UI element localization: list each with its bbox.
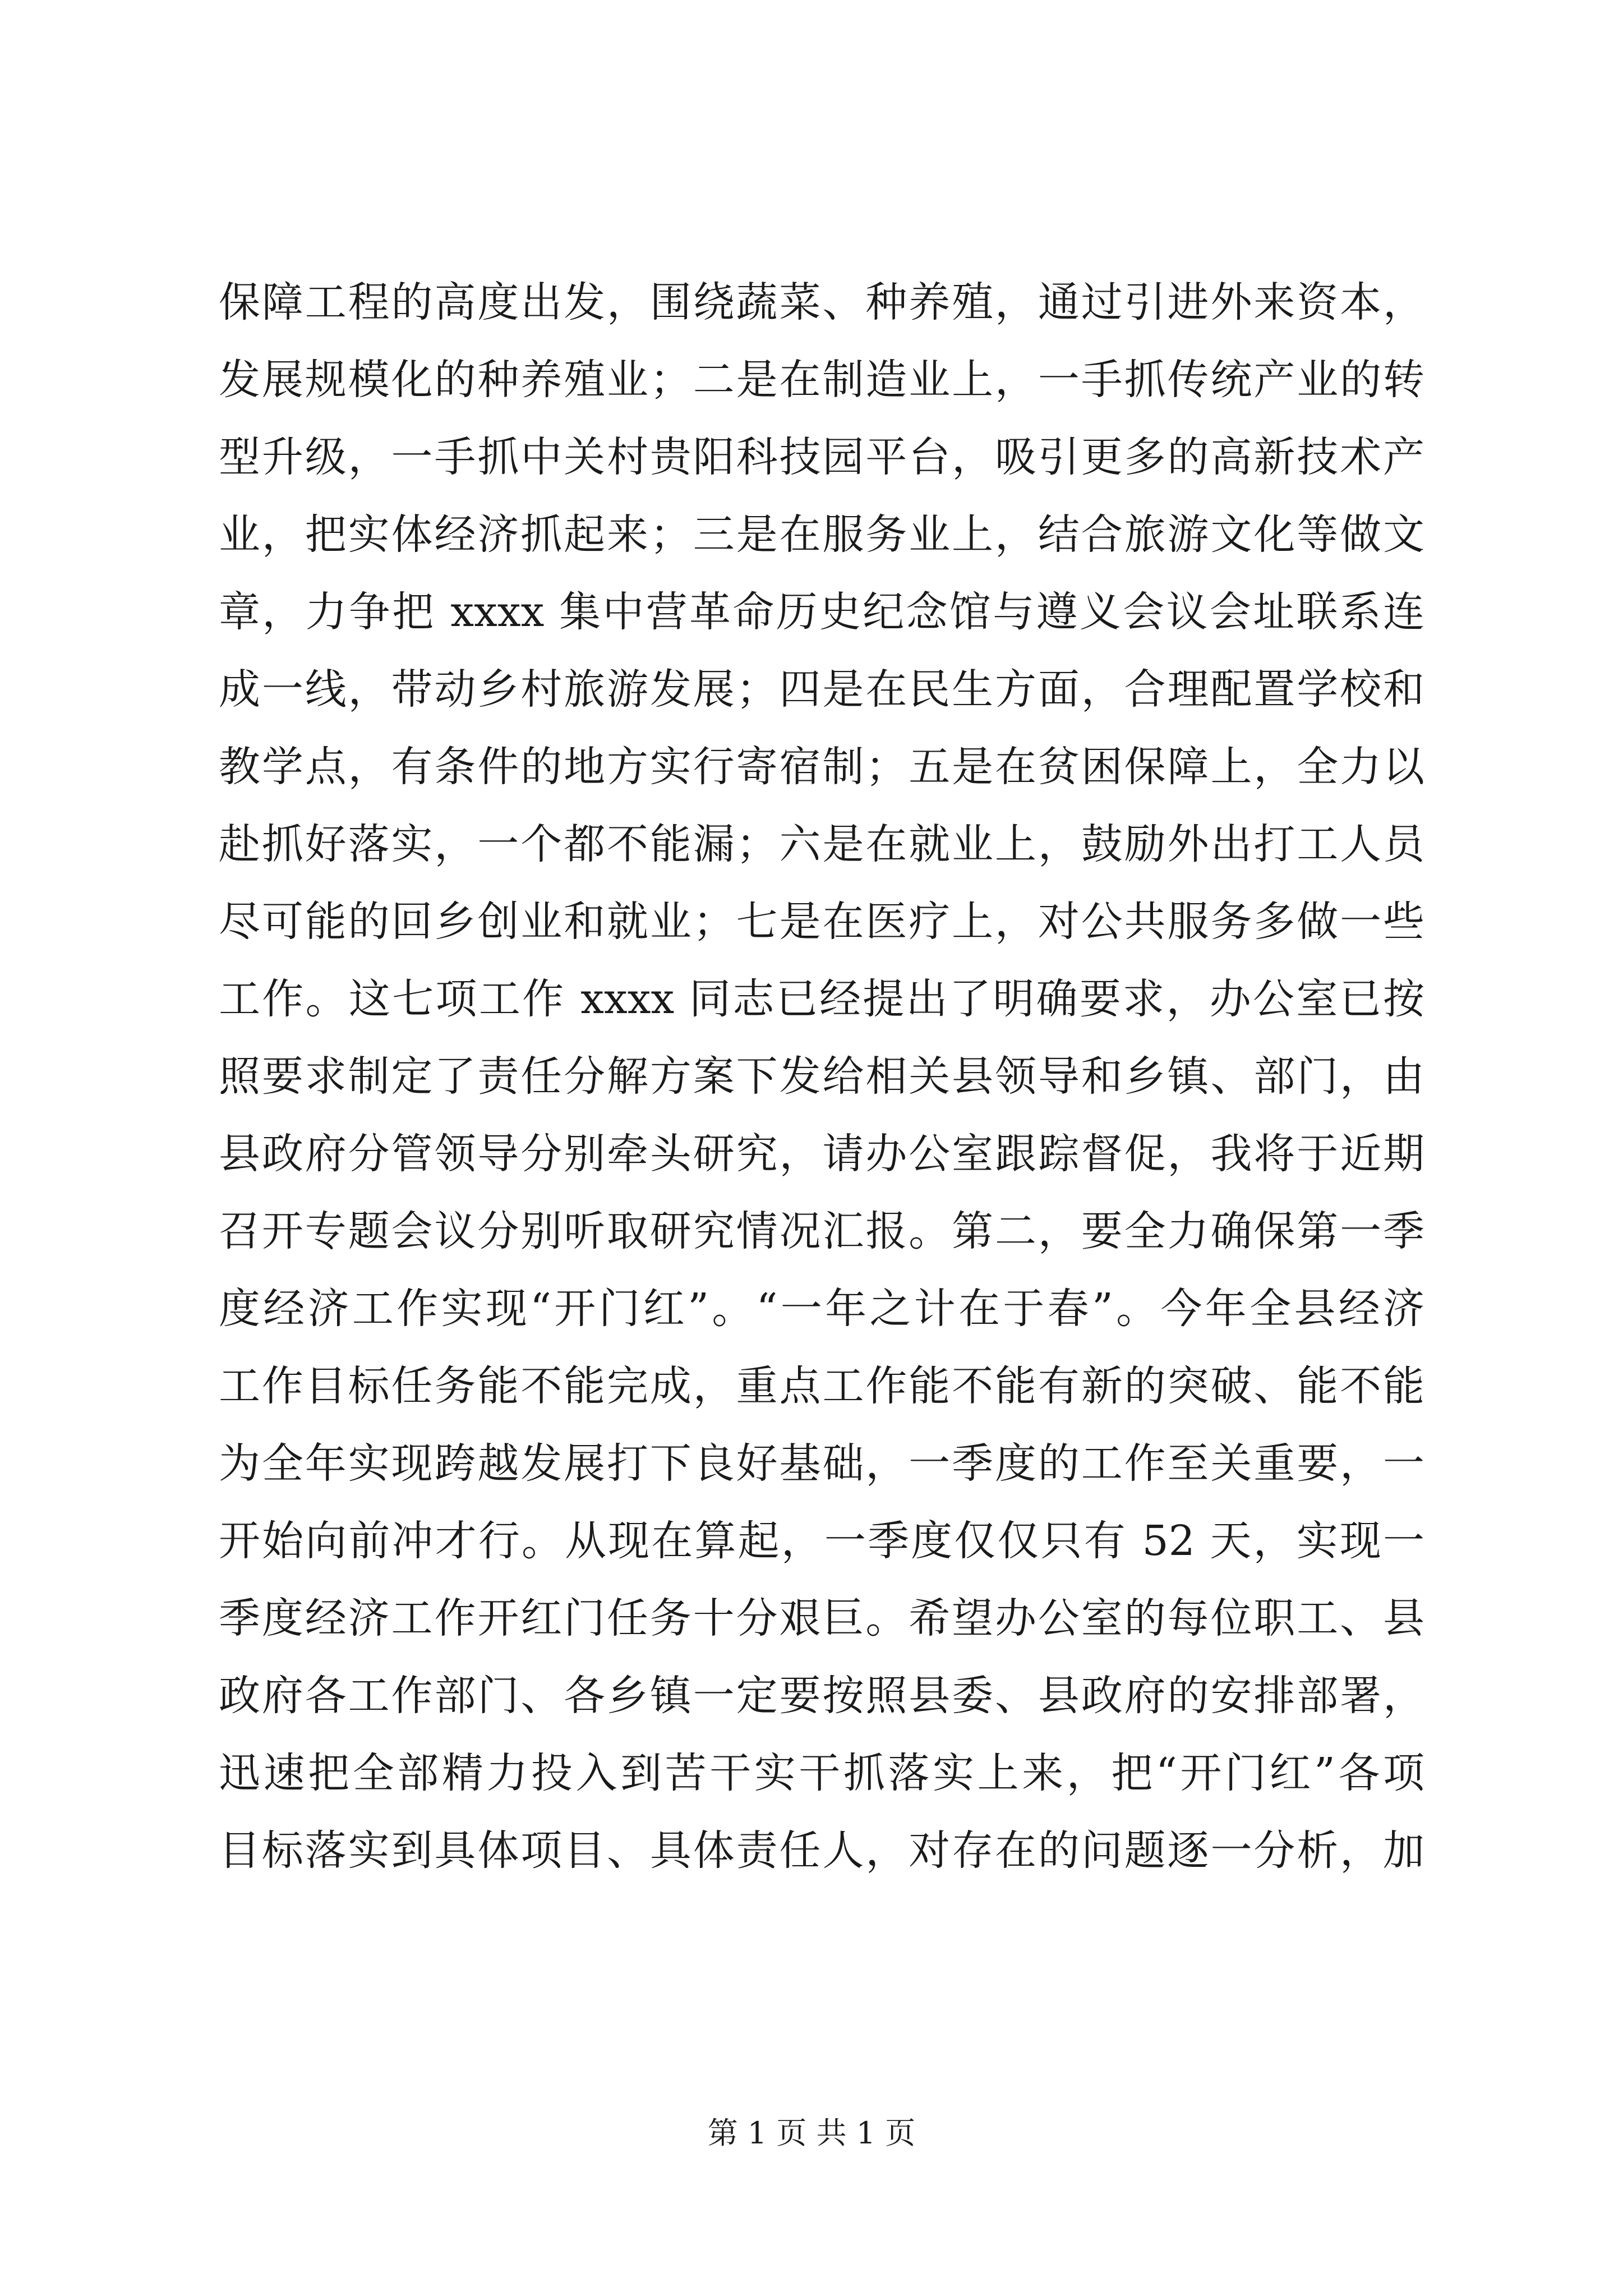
text-line: 为全年实现跨越发展打下良好基础，一季度的工作至关重要，一 [219, 1439, 1424, 1488]
text-line: 迅速把全部精力投入到苦干实干抓落实上来，把“开门红”各项 [219, 1749, 1424, 1797]
text-line: 发展规模化的种养殖业；二是在制造业上，一手抓传统产业的转 [219, 356, 1424, 404]
text-line: 照要求制定了责任分解方案下发给相关县领导和乡镇、部门，由 [219, 1052, 1424, 1101]
text-line: 成一线，带动乡村旅游发展；四是在民生方面，合理配置学校和 [219, 665, 1424, 714]
text-line: 教学点，有条件的地方实行寄宿制；五是在贫困保障上，全力以 [219, 743, 1424, 791]
text-line: 章，力争把 xxxx 集中营革命历史纪念馆与遵义会议会址联系连 [219, 588, 1424, 636]
text-line: 政府各工作部门、各乡镇一定要按照县委、县政府的安排部署， [219, 1672, 1424, 1720]
text-line: 季度经济工作开红门任务十分艰巨。希望办公室的每位职工、县 [219, 1594, 1424, 1642]
page-number-label: 第 1 页 共 1 页 [707, 2115, 916, 2151]
text-line: 召开专题会议分别听取研究情况汇报。第二，要全力确保第一季 [219, 1207, 1424, 1255]
text-line: 工作。这七项工作 xxxx 同志已经提出了明确要求，办公室已按 [219, 975, 1424, 1023]
text-line: 型升级，一手抓中关村贵阳科技园平台，吸引更多的高新技术产 [219, 433, 1424, 481]
text-line: 目标落实到具体项目、具体责任人，对存在的问题逐一分析，加 [219, 1826, 1424, 1875]
text-line: 业，把实体经济抓起来；三是在服务业上，结合旅游文化等做文 [219, 510, 1424, 559]
text-line: 保障工程的高度出发，围绕蔬菜、种养殖，通过引进外来资本， [219, 278, 1424, 326]
text-line: 开始向前冲才行。从现在算起，一季度仅仅只有 52 天，实现一 [219, 1517, 1424, 1565]
text-line: 度经济工作实现“开门红”。“一年之计在于春”。今年全县经济 [219, 1285, 1424, 1333]
text-line: 尽可能的回乡创业和就业；七是在医疗上，对公共服务多做一些 [219, 898, 1424, 946]
text-line: 赴抓好落实，一个都不能漏；六是在就业上，鼓励外出打工人员 [219, 820, 1424, 868]
text-line: 工作目标任务能不能完成，重点工作能不能有新的突破、能不能 [219, 1362, 1424, 1410]
text-line: 县政府分管领导分别牵头研究，请办公室跟踪督促，我将于近期 [219, 1130, 1424, 1178]
body-text [219, 264, 1424, 1889]
page-footer [0, 2109, 1623, 2152]
